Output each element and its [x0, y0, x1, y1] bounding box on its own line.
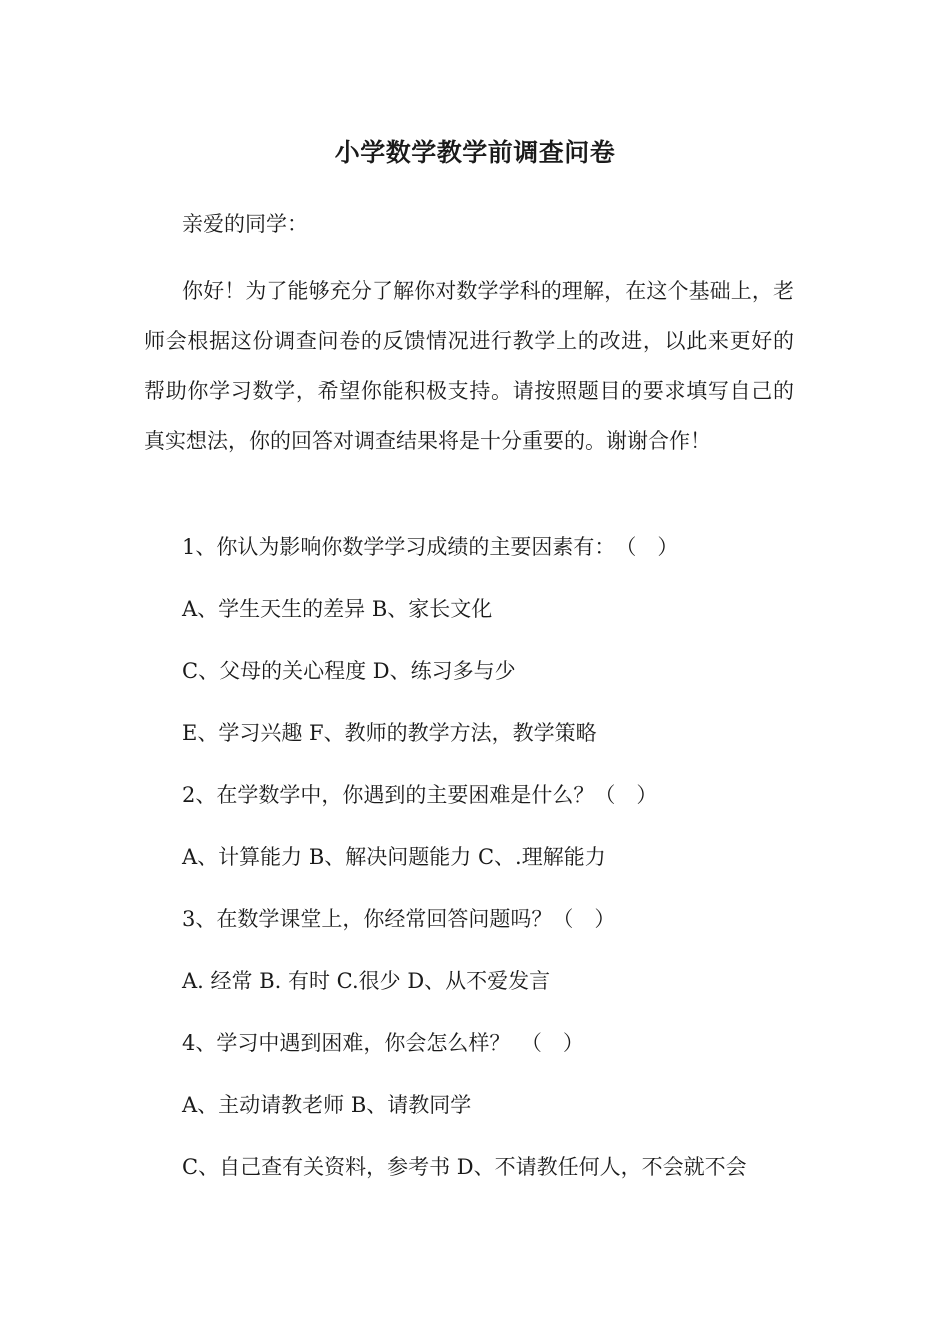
question-1-options-ef: E、学习兴趣 F、教师的教学方法，教学策略 — [182, 721, 597, 745]
question-3: 3、在数学课堂上，你经常回答问题吗？（ ） — [182, 907, 616, 931]
greeting: 亲爱的同学： — [182, 212, 308, 236]
question-4-options-cd: C、自己查有关资料，参考书 D、不请教任何人，不会就不会 — [182, 1155, 747, 1179]
question-2: 2、在学数学中，你遇到的主要困难是什么？（ ） — [182, 783, 658, 807]
question-1: 1、你认为影响你数学学习成绩的主要因素有： （ ） — [182, 535, 679, 559]
question-1-options-cd: C、父母的关心程度 D、练习多与少 — [182, 659, 516, 683]
question-3-options: A. 经常 B. 有时 C.很少 D、从不爱发言 — [182, 969, 551, 993]
intro-paragraph: 你好！为了能够充分了解你对数学学科的理解，在这个基础上，老师会根据这份调查问卷的反馈情况进行教学上的改进，以此来更好的帮助你学习数学，希望你能积极支持。请按照题目的要求填写自己的真实想法，你的回答对调查结果将是十分重要的。谢谢合作！ — [144, 279, 794, 453]
page-title: 小学数学教学前调查问卷 — [334, 138, 616, 167]
question-1-options-ab: A、学生天生的差异 B、家长文化 — [182, 597, 493, 621]
question-4: 4、学习中遇到困难，你会怎么样？ （ ） — [182, 1031, 584, 1055]
question-2-options: A、计算能力 B、解决问题能力 C、.理解能力 — [182, 845, 606, 869]
question-4-options-ab: A、主动请教老师 B、请教同学 — [182, 1093, 472, 1117]
